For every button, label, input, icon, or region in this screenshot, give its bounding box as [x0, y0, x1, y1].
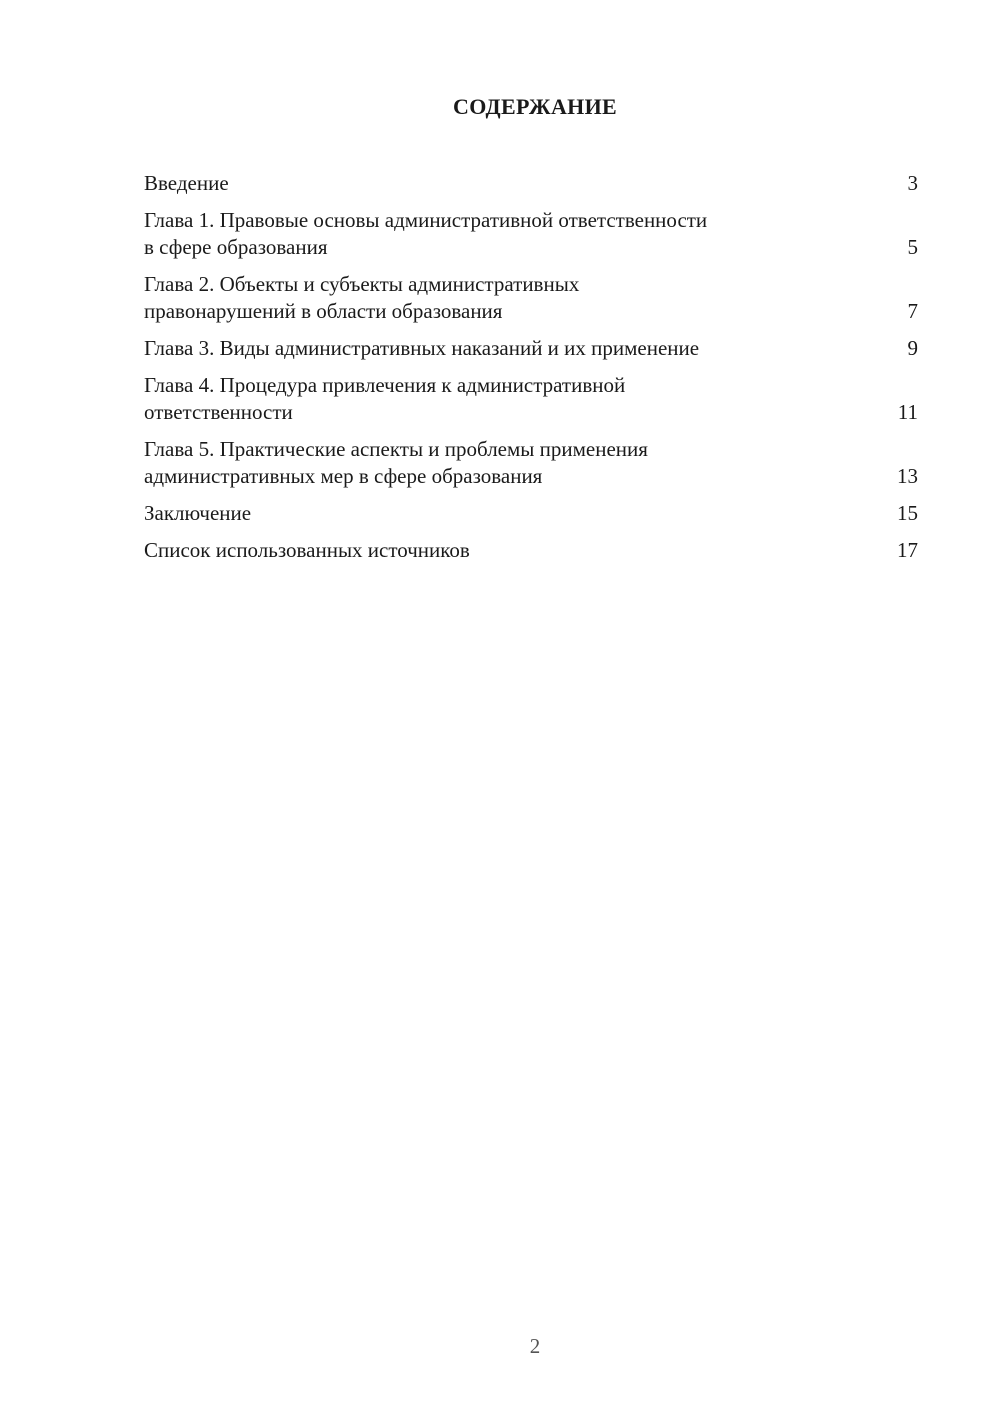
page-number: 2 [529, 1334, 541, 1358]
toc-entry-title [144, 170, 834, 197]
toc-entry-title-line: Глава 1. Правовые основы административной ответственности [144, 208, 708, 232]
toc-entry-title-line: правонарушений в области образования [144, 299, 503, 323]
toc-entry-title-line: Глава 2. Объекты и субъекты административных [144, 272, 580, 296]
toc-entry-page: 7 [907, 299, 918, 323]
toc-entry-title [144, 537, 834, 564]
toc-entry-chapter-2 [144, 271, 918, 325]
toc-entry-title-line: Список использованных источников [144, 538, 470, 562]
toc-entry-introduction [144, 170, 918, 197]
toc-entry-title [144, 500, 834, 527]
toc-entry-title [144, 436, 834, 490]
toc-entry-chapter-3 [144, 335, 918, 362]
toc-entry-title [144, 207, 834, 261]
toc-entry-chapter-4 [144, 372, 918, 426]
toc-entry-page: 17 [897, 538, 918, 562]
toc-entry-title-line: административных мер в сфере образования [144, 464, 543, 488]
table-of-contents [144, 170, 918, 574]
toc-entry-page: 3 [907, 171, 918, 195]
page-title: СОДЕРЖАНИЕ [453, 94, 617, 119]
toc-entry-references [144, 537, 918, 564]
toc-entry-title-line: Глава 4. Процедура привлечения к административной [144, 373, 626, 397]
toc-entry-title-line: Заключение [144, 501, 252, 525]
toc-entry-page: 13 [897, 464, 918, 488]
toc-entry-page: 11 [897, 400, 918, 424]
toc-entry-conclusion [144, 500, 918, 527]
toc-entry-title [144, 335, 834, 362]
toc-entry-title [144, 271, 834, 325]
toc-entry-page: 9 [907, 336, 918, 360]
toc-entry-chapter-5 [144, 436, 918, 490]
toc-entry-title-line: в сфере образования [144, 235, 328, 259]
toc-entry-page: 15 [897, 501, 918, 525]
toc-entry-page: 5 [907, 235, 918, 259]
toc-entry-title-line: Глава 3. Виды административных наказаний и их применение [144, 336, 700, 360]
toc-entry-title-line: Введение [144, 171, 229, 195]
toc-entry-title [144, 372, 834, 426]
toc-entry-title-line: ответственности [144, 400, 293, 424]
toc-entry-title-line: Глава 5. Практические аспекты и проблемы применения [144, 437, 648, 461]
toc-entry-chapter-1 [144, 207, 918, 261]
